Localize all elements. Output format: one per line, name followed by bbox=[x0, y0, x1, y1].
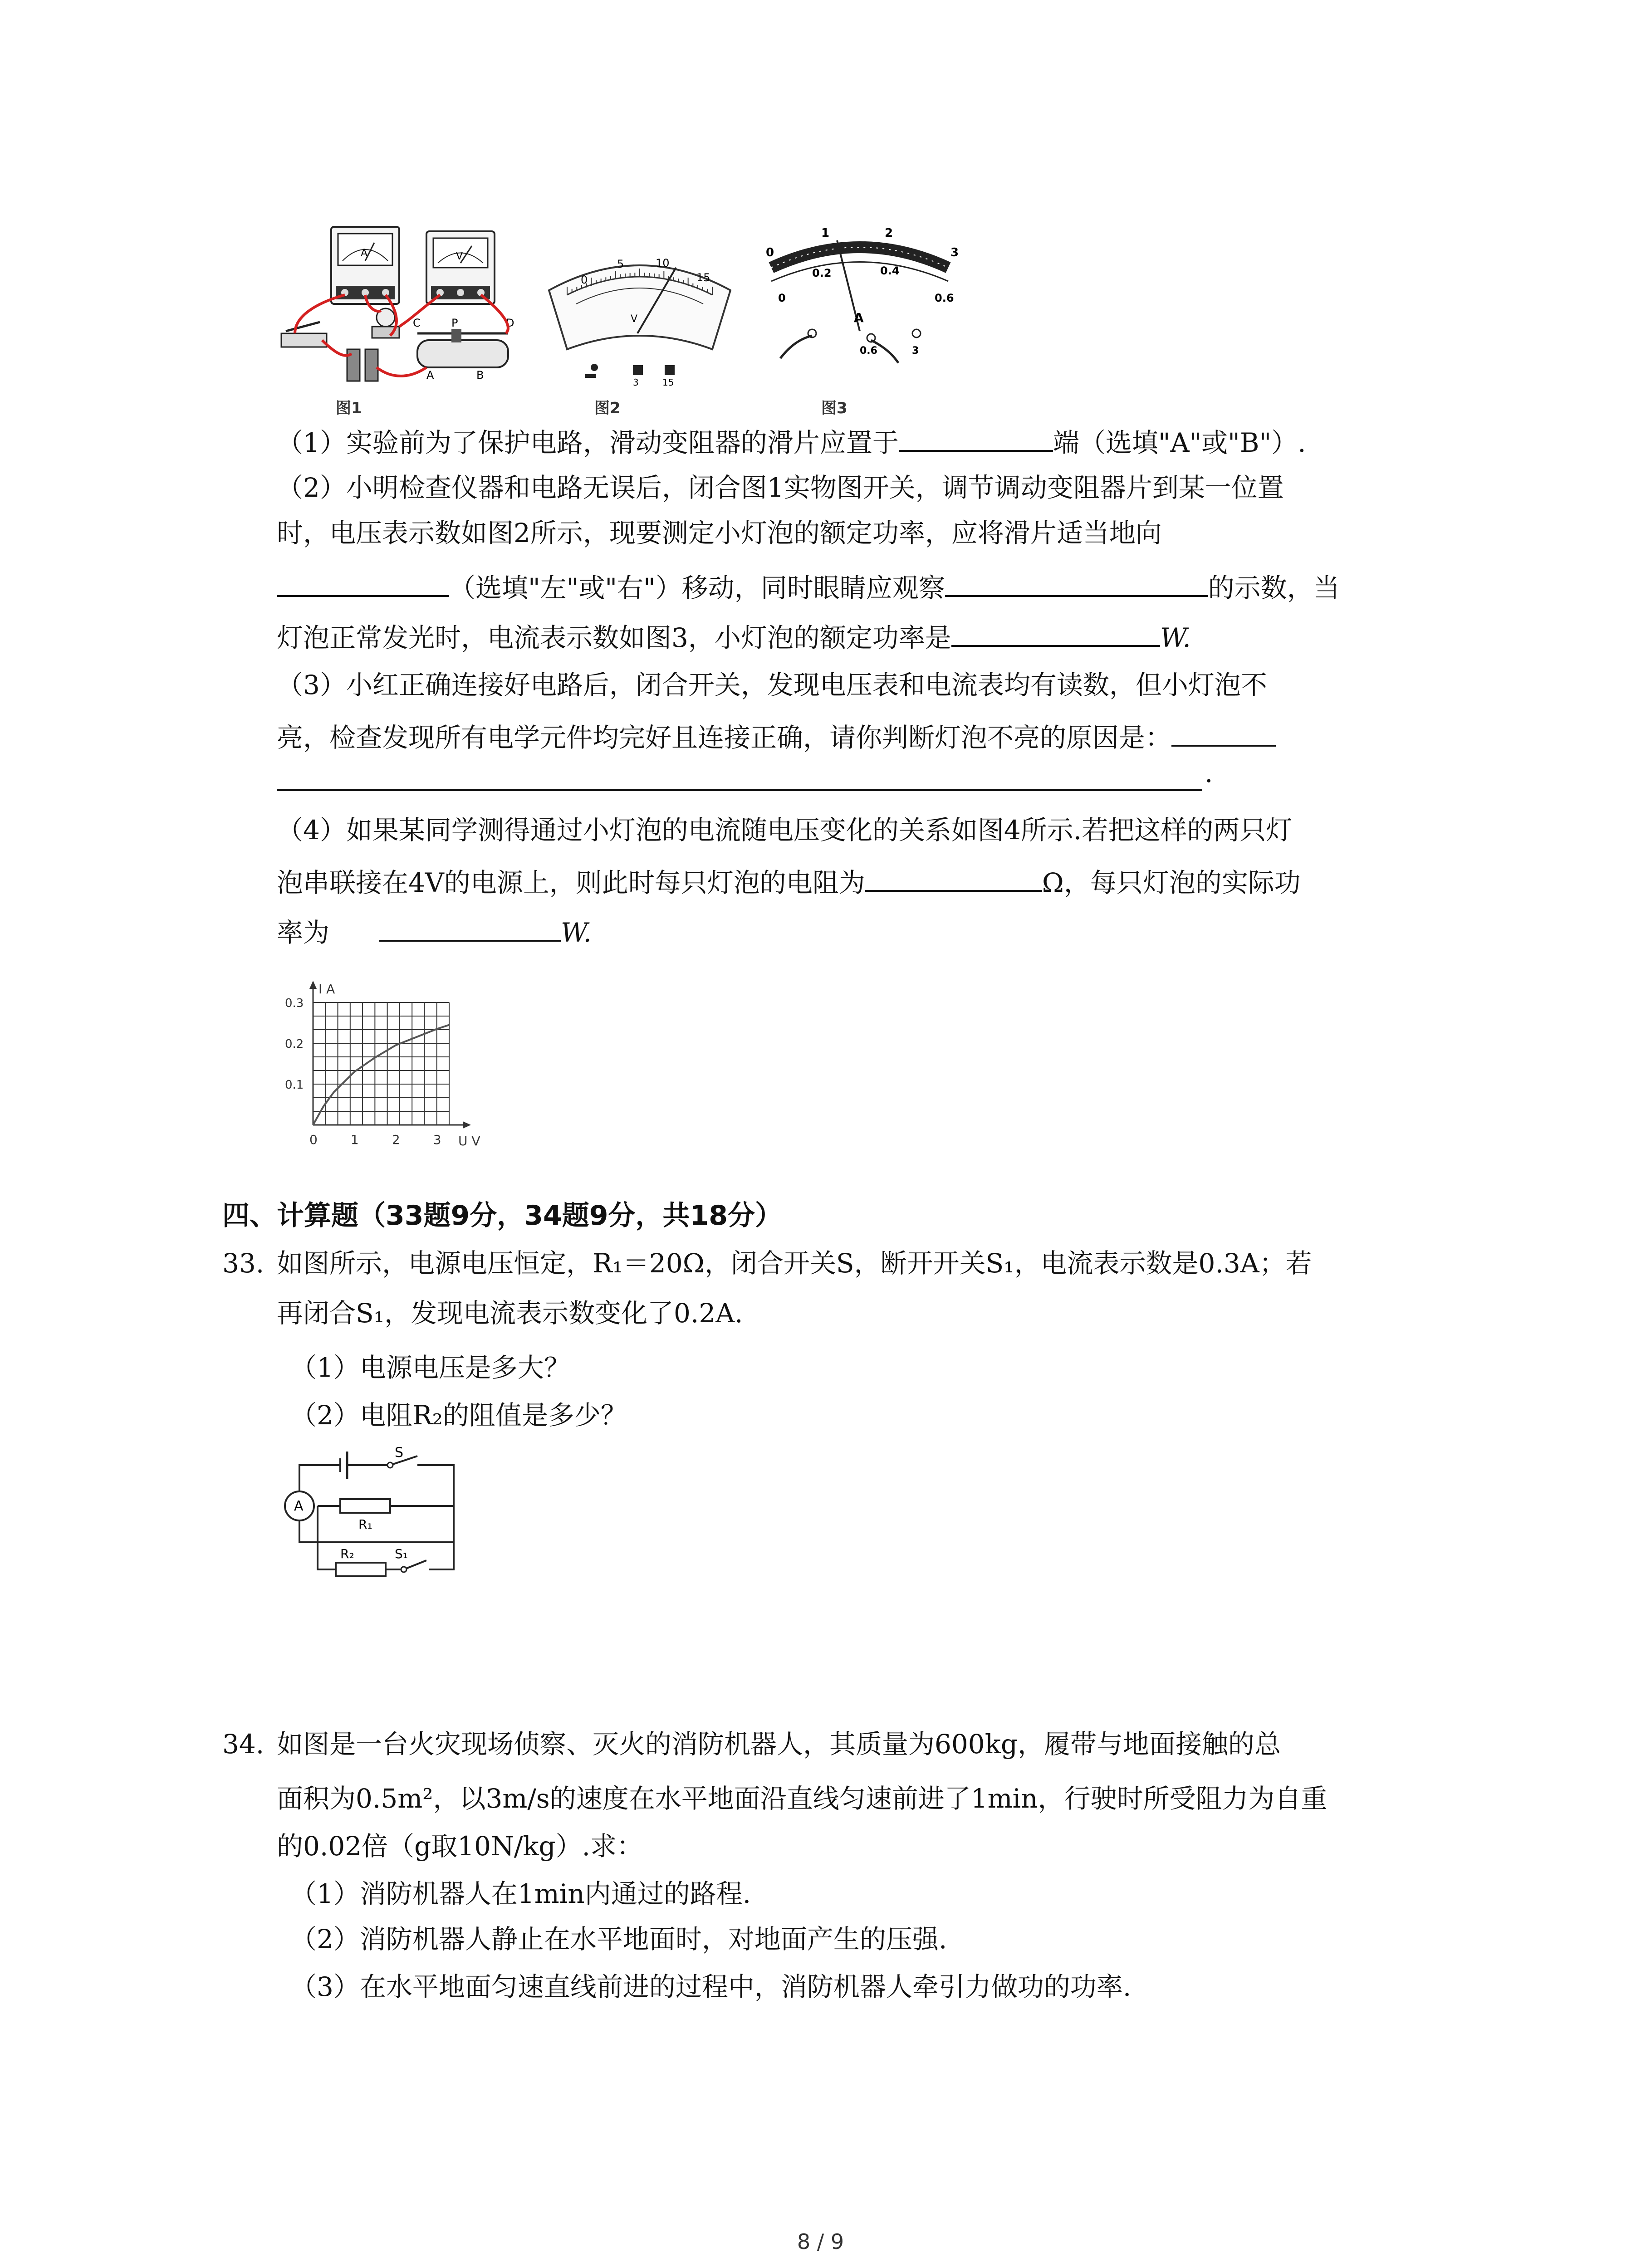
q33-switch-s-label: S bbox=[395, 1447, 404, 1461]
inner-tick-04: 0.4 bbox=[880, 264, 900, 277]
x-axis-arrow bbox=[463, 1121, 471, 1129]
rheostat-label-d: D bbox=[506, 317, 514, 329]
x-tick-label: 1 bbox=[350, 1132, 359, 1147]
voltmeter-dial bbox=[540, 236, 740, 390]
q32-part4-line2-unit: Ω，每只灯泡的实际功 bbox=[1042, 867, 1301, 898]
outer-tick-3: 3 bbox=[950, 246, 959, 259]
q32-part2-line4-unit: W. bbox=[1160, 622, 1191, 653]
q34-sub2: （2）消防机器人静止在水平地面时，对地面产生的压强. bbox=[290, 1924, 947, 1955]
q32-resistance-blank[interactable] bbox=[865, 862, 1042, 892]
q32-part1-text: （1）实验前为了保护电路，滑动变阻器的滑片应置于 bbox=[277, 427, 899, 458]
q32-part4-line2 bbox=[277, 862, 1438, 901]
page-number: 8 / 9 bbox=[797, 2229, 844, 2254]
q32-part2-line2: 时，电压表示数如图2所示，现要测定小灯泡的额定功率，应将滑片适当地向 bbox=[277, 518, 1162, 548]
q32-part3-line1: （3）小红正确连接好电路后，闭合开关，发现电压表和电流表均有读数，但小灯泡不 bbox=[277, 670, 1267, 700]
q32-part4-line3-text: 率为 bbox=[277, 917, 330, 948]
dial-tick-0: 0 bbox=[581, 274, 588, 286]
ammeter-dial bbox=[753, 218, 966, 390]
iu-series-line bbox=[313, 1025, 449, 1125]
q32-part3-line2 bbox=[277, 717, 1438, 756]
voltmeter-letter: V bbox=[456, 251, 463, 262]
q32-reason-period: . bbox=[1205, 758, 1213, 788]
q34-line2: 面积为0.5m²，以3m/s的速度在水平地面沿直线匀速前进了1min，行驶时所受阻力为自重 bbox=[277, 1783, 1327, 1814]
figure-1-drawing bbox=[277, 218, 522, 390]
rheostat-label-a: A bbox=[426, 369, 434, 381]
rheostat-label-c: C bbox=[413, 317, 421, 329]
q32-part4-line3 bbox=[277, 912, 1438, 951]
dial-unit: V bbox=[631, 313, 638, 325]
q32-part2-line3-tail: 的示数，当 bbox=[1208, 572, 1340, 603]
q32-part4-line1: （4）如果某同学测得通过小灯泡的电流随电压变化的关系如图4所示.若把这样的两只灯 bbox=[277, 815, 1293, 846]
q33-line2: 再闭合S₁，发现电流表示数变化了0.2A. bbox=[277, 1298, 743, 1329]
rheostat-label-b: B bbox=[476, 369, 484, 381]
q32-reason-blank-a[interactable] bbox=[1171, 717, 1276, 747]
y-tick-label: 0.1 bbox=[285, 1078, 304, 1092]
q32-part3-line2-text: 亮，检查发现所有电学元件均完好且连接正确，请你判断灯泡不亮的原因是： bbox=[277, 722, 1172, 753]
y-tick-label: 0.2 bbox=[285, 1037, 304, 1051]
figure-2 bbox=[540, 236, 740, 417]
q32-part2-line4-text: 灯泡正常发光时，电流表示数如图3，小灯泡的额定功率是 bbox=[277, 622, 951, 653]
terminal-3: 3 bbox=[912, 345, 919, 357]
dial-tick-5: 5 bbox=[617, 258, 624, 270]
y-axis-label: I A bbox=[318, 982, 335, 997]
q32-power-blank[interactable] bbox=[951, 617, 1160, 647]
q32-actual-power-blank[interactable] bbox=[379, 912, 561, 942]
q32-reason-blank-b[interactable] bbox=[277, 762, 1202, 791]
x-tick-label: 2 bbox=[392, 1132, 400, 1147]
q33-circuit-diagram bbox=[272, 1447, 472, 1583]
q32-observe-blank[interactable] bbox=[945, 567, 1208, 597]
q32-part4-line2-text: 泡串联接在4V的电源上，则此时每只灯泡的电阻为 bbox=[277, 867, 865, 898]
figure-3 bbox=[753, 218, 966, 417]
q34-sub1: （1）消防机器人在1min内通过的路程. bbox=[290, 1878, 751, 1909]
q33-switch-s1-label: S₁ bbox=[395, 1546, 408, 1561]
iu-curve-chart bbox=[272, 962, 526, 1152]
q32-part1-tail: 端（选填"A"或"B"）. bbox=[1053, 427, 1306, 458]
q32-part2-line3-mid: （选填"左"或"右"）移动，同时眼睛应观察 bbox=[449, 572, 945, 603]
inner-tick-0: 0 bbox=[778, 292, 786, 304]
terminal-15: 15 bbox=[662, 377, 674, 388]
inner-tick-02: 0.2 bbox=[812, 267, 832, 279]
q33-line1: 如图所示，电源电压恒定，R₁＝20Ω，闭合开关S，断开开关S₁，电流表示数是0.3A；若 bbox=[277, 1248, 1312, 1279]
outer-tick-2: 2 bbox=[885, 226, 893, 240]
terminal-06: 0.6 bbox=[860, 345, 877, 357]
y-axis-arrow bbox=[309, 981, 317, 989]
q32-part2-line4 bbox=[277, 617, 1438, 656]
q34-line3: 的0.02倍（g取10N/kg）.求： bbox=[277, 1831, 643, 1862]
q33-sub1: （1）电源电压是多大？ bbox=[290, 1352, 570, 1383]
figure-1 bbox=[277, 218, 522, 417]
q33-r2-label: R₂ bbox=[340, 1546, 354, 1561]
q33-r1-label: R₁ bbox=[358, 1517, 372, 1532]
figure-3-caption: 图3 bbox=[821, 399, 847, 417]
x-tick-label: 0 bbox=[309, 1132, 318, 1147]
q32-part1-blank[interactable] bbox=[899, 422, 1053, 452]
q34-number: 34. bbox=[222, 1729, 265, 1760]
dial-tick-15: 15 bbox=[696, 271, 710, 284]
q32-part4-line3-unit: W. bbox=[561, 917, 592, 948]
x-axis-label: U V bbox=[458, 1134, 480, 1149]
q33-sub2: （2）电阻R₂的阻值是多少？ bbox=[290, 1400, 627, 1431]
q33-ammeter-label: A bbox=[294, 1498, 304, 1514]
ammeter-unit: A bbox=[854, 310, 864, 325]
q34-sub3: （3）在水平地面匀速直线前进的过程中，消防机器人牵引力做功的功率. bbox=[290, 1971, 1132, 2002]
q32-direction-blank[interactable] bbox=[277, 567, 449, 597]
dial-tick-10: 10 bbox=[656, 257, 670, 269]
rheostat-label-p: P bbox=[451, 317, 458, 329]
q32-part2-line1: （2）小明检查仪器和电路无误后，闭合图1实物图开关，调节调动变阻器片到某一位置 bbox=[277, 472, 1284, 503]
chart-grid bbox=[313, 1002, 449, 1125]
q34-line1: 如图是一台火灾现场侦察、灭火的消防机器人，其质量为600kg，履带与地面接触的总 bbox=[277, 1729, 1281, 1760]
x-tick-label: 3 bbox=[433, 1132, 441, 1147]
figure-1-caption: 图1 bbox=[336, 399, 362, 417]
terminal-3: 3 bbox=[633, 377, 639, 388]
inner-tick-06: 0.6 bbox=[935, 292, 954, 304]
figure-2-caption: 图2 bbox=[594, 399, 621, 417]
y-tick-label: 0.3 bbox=[285, 997, 304, 1010]
q32-part2-line3 bbox=[277, 567, 1438, 606]
q33-number: 33. bbox=[222, 1248, 265, 1279]
section-4-title: 四、计算题（33题9分，34题9分，共18分） bbox=[222, 1200, 782, 1232]
q33-circuit bbox=[272, 1447, 472, 1583]
figure-4-chart bbox=[272, 962, 526, 1152]
outer-tick-0: 0 bbox=[766, 246, 774, 259]
q32-part1 bbox=[277, 422, 1438, 461]
outer-tick-1: 1 bbox=[821, 226, 830, 240]
ammeter-letter: A bbox=[361, 248, 368, 259]
